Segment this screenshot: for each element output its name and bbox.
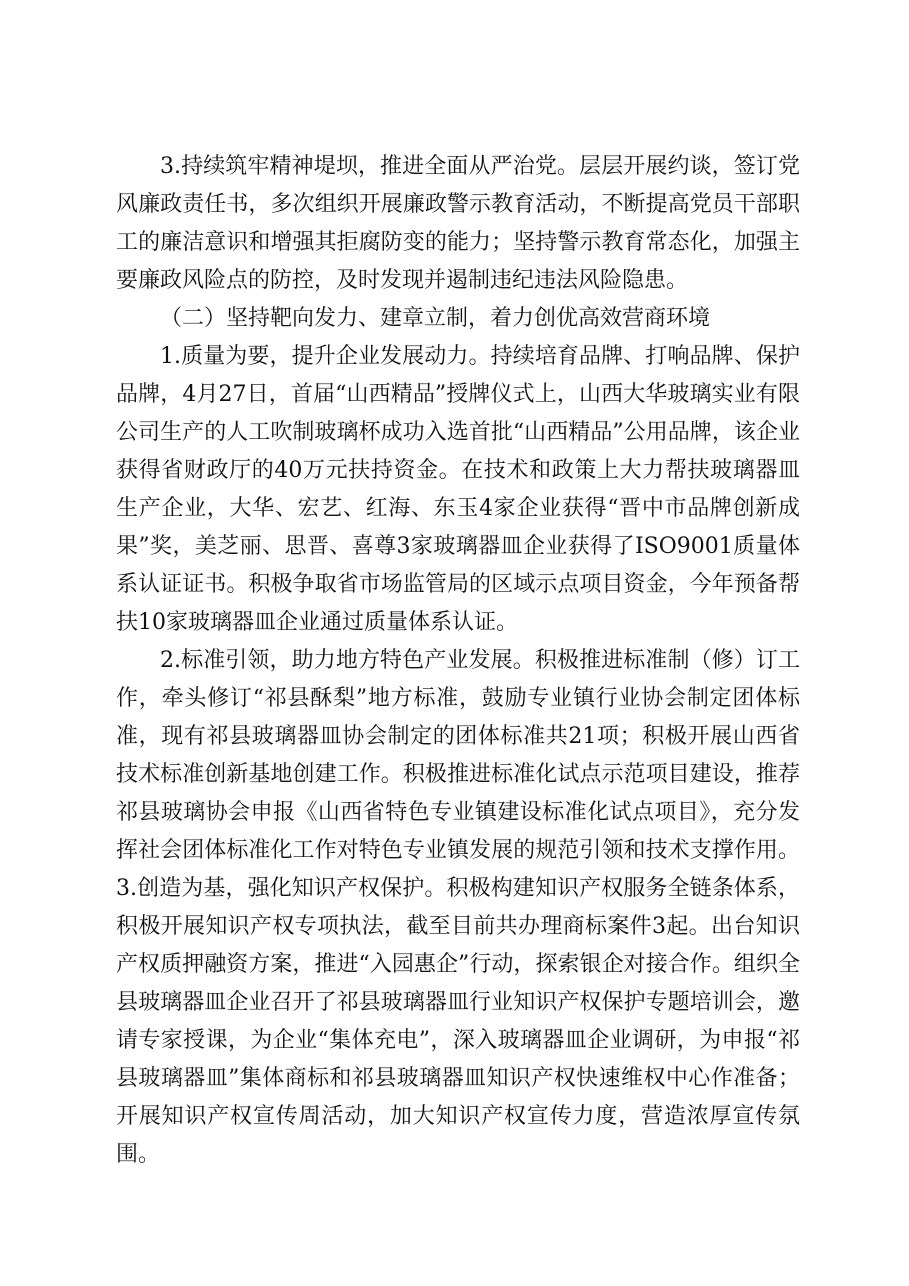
paragraph-standards-ip: 2.标准引领，助力地方特色产业发展。积极推进标准制（修）订工作，牵头修订“祁县酥梨”地方标准，鼓励专业镇行业协会制定团体标准，现有祁县玻璃器皿协会制定的团体标准共21项；积极开展山西省技术标准创新基地创建工作。积极推进标准化试点示范项目建设，推荐祁县玻璃协会申报《山西省特色专业镇建设标准化试点项目》，充分发挥社会团体标准化工作对特色专业镇发展的规范引领和技术支撑作用。3.创造为基，强化知识产权保护。积极构建知识产权服务全链条体系，积极开展知识产权专项执法，截至目前共办理商标案件3起。出台知识产权质押融资方案，推进“入园惠企”行动，探索银企对接合作。组织全县玻璃器皿企业召开了祁县玻璃器皿行业知识产权保护专题培训会，邀请专家授课，为企业“集体充电”，深入玻璃器皿企业调研，为申报“祁县玻璃器皿”集体商标和祁县玻璃器皿知识产权快速维权中心作准备；开展知识产权宣传周活动，加大知识产权宣传力度，营造浓厚宣传氛围。 <box>116 648 800 1167</box>
paragraph-party-discipline: 3.持续筑牢精神堤坝，推进全面从严治党。层层开展约谈，签订党风廉政责任书，多次组织开展廉政警示教育活动，不断提高党员干部职工的廉洁意识和增强其拒腐防变的能力；坚持警示教育常态化，加强主要廉政风险点的防控，及时发现并遏制违纪违法风险隐患。 <box>116 154 800 293</box>
section-heading-business-environment: （二）坚持靶向发力、建章立制，着力创优高效营商环境 <box>160 306 711 331</box>
paragraph-quality: 1.质量为要，提升企业发展动力。持续培育品牌、打响品牌、保护品牌，4月27日，首届“山西精品”授牌仪式上，山西大华玻璃实业有限公司生产的人工吹制玻璃杯成功入选首批“山西精品”公用品牌，该企业获得省财政厅的40万元扶持资金。在技术和政策上大力帮扶玻璃器皿生产企业，大华、宏艺、红海、东玉4家企业获得“晋中市品牌创新成果”奖，美芝丽、思晋、喜尊3家玻璃器皿企业获得了ISO9001质量体系认证证书。积极争取省市场监管局的区域示点项目资金，今年预备帮扶10家玻璃器皿企业通过质量体系认证。 <box>116 344 800 635</box>
document-body <box>116 148 800 1174</box>
